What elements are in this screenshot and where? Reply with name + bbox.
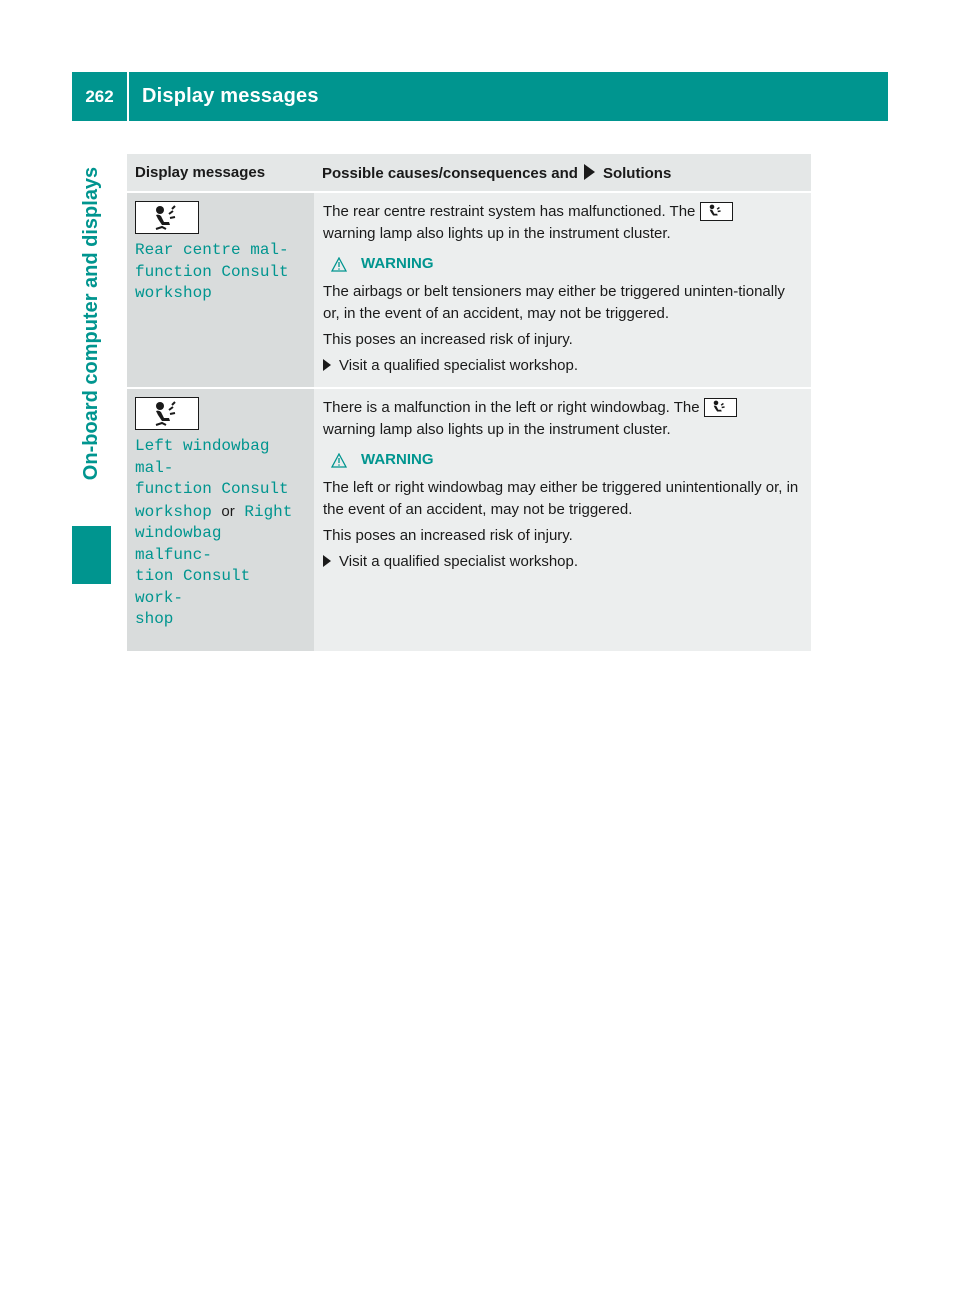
- side-tab-label: On-board computer and displays: [80, 166, 103, 481]
- message-line: [135, 501, 306, 524]
- page-number: 262: [85, 86, 114, 106]
- side-tab-marker: [72, 526, 111, 584]
- causes-solutions-cell: [314, 192, 811, 388]
- message-line: tion Consult work‐: [135, 567, 251, 607]
- warning-triangle-icon: [331, 257, 347, 272]
- message-line: Rear centre mal‐: [135, 241, 289, 259]
- col-causes-header-text: Possible causes/consequences and: [322, 164, 578, 182]
- display-message-cell: [127, 388, 314, 652]
- warning-heading: [331, 449, 803, 471]
- cause-text: [323, 397, 803, 441]
- display-message-cell: [127, 192, 314, 388]
- side-tab: [72, 121, 111, 526]
- page-title: Display messages: [142, 85, 319, 107]
- cause-text: [323, 201, 803, 245]
- message-line: function Consult: [135, 480, 289, 498]
- action-arrow-icon: [323, 359, 331, 371]
- action-text: Visit a qualified specialist workshop.: [339, 357, 579, 374]
- message-line: function Consult: [135, 262, 289, 281]
- display-messages-table: [127, 154, 811, 653]
- warning-lamp-icon: [700, 202, 733, 221]
- table-row: [127, 192, 811, 388]
- warning-lamp-icon: [704, 398, 737, 417]
- action-arrow-icon: [584, 164, 595, 180]
- page-header: [72, 72, 888, 121]
- action-step: [323, 551, 803, 573]
- message-line: shop: [135, 610, 174, 628]
- message-text: [135, 240, 306, 305]
- risk-text: This poses an increased risk of injury.: [323, 527, 573, 544]
- cause-text-a: There is a malfunction in the left or right windowbag. The: [323, 399, 700, 416]
- action-arrow-icon: [323, 555, 331, 567]
- cause-text-a: The rear centre restraint system has malfunctioned. The: [323, 203, 696, 220]
- action-text: Visit a qualified specialist workshop.: [339, 553, 579, 570]
- risk-text: This poses an increased risk of injury.: [323, 331, 573, 348]
- header-divider: [127, 72, 129, 121]
- message-line: windowbag malfunc‐: [135, 524, 222, 564]
- passenger-airbag-icon: [135, 201, 199, 234]
- passenger-airbag-icon: [135, 397, 199, 430]
- message-text: [135, 436, 306, 631]
- warning-heading: [331, 253, 803, 275]
- table-row: [127, 388, 811, 652]
- warning-text: The left or right windowbag may either be triggered unintentionally or, in the event of an accident, may not be triggered.: [323, 479, 799, 518]
- message-line: Left windowbag mal‐: [135, 437, 270, 477]
- warning-triangle-icon: [331, 453, 347, 468]
- cause-text-b: warning lamp also lights up in the instrument cluster.: [323, 421, 671, 438]
- col-causes-header: [314, 154, 811, 192]
- message-or: or: [221, 502, 235, 520]
- warning-label: WARNING: [361, 255, 434, 272]
- warning-text: The airbags or belt tensioners may either be triggered uninten-tionally or, in the event of an accident, may not be triggered.: [323, 283, 785, 322]
- message-line: workshop: [135, 284, 212, 302]
- cause-text-b: warning lamp also lights up in the instrument cluster.: [323, 225, 671, 242]
- col-display-messages-header: Display messages: [127, 154, 314, 192]
- message-fragment: workshop: [135, 502, 212, 521]
- warning-label: WARNING: [361, 451, 434, 468]
- col-solutions-header-text: Solutions: [602, 164, 672, 182]
- action-step: [323, 355, 803, 377]
- causes-solutions-cell: [314, 388, 811, 652]
- table-header-row: [127, 154, 811, 192]
- message-fragment: Right: [244, 502, 293, 521]
